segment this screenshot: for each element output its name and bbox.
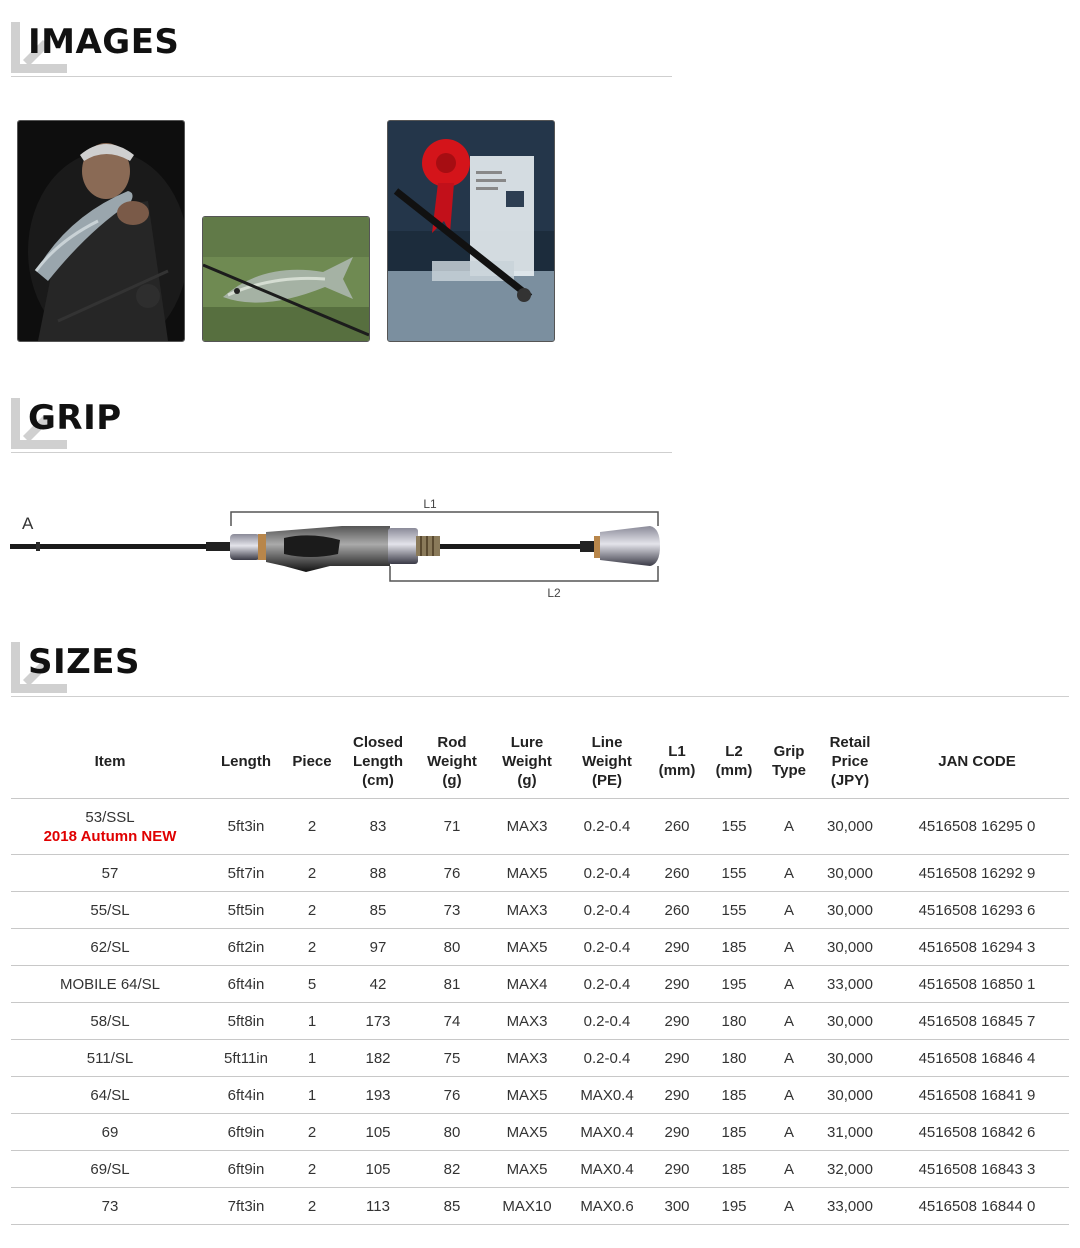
cell-l1: 260 <box>649 799 705 855</box>
cell-l1: 260 <box>649 855 705 892</box>
cell-piece: 2 <box>283 855 341 892</box>
l1-label: L1 <box>423 497 437 511</box>
cell-l1: 290 <box>649 966 705 1003</box>
cell-retail-price: 33,000 <box>815 966 885 1003</box>
cell-item: 64/SL <box>11 1077 209 1114</box>
cell-length: 5ft5in <box>209 892 283 929</box>
table-row <box>11 855 1069 892</box>
cell-grip-type: A <box>763 1151 815 1188</box>
cell-jan-code: 4516508 16843 3 <box>885 1151 1069 1188</box>
cell-grip-type: A <box>763 1040 815 1077</box>
grip-diagram <box>10 490 670 605</box>
cell-rod-weight: 81 <box>415 966 489 1003</box>
section-divider <box>11 452 672 453</box>
cell-jan-code: 4516508 16292 9 <box>885 855 1069 892</box>
cell-rod-weight: 76 <box>415 1077 489 1114</box>
cell-jan-code: 4516508 16294 3 <box>885 929 1069 966</box>
gallery-image-3[interactable] <box>387 120 555 342</box>
cell-rod-weight: 85 <box>415 1188 489 1225</box>
cell-l1: 290 <box>649 929 705 966</box>
cell-lure-weight: MAX5 <box>489 855 565 892</box>
cell-length: 5ft11in <box>209 1040 283 1077</box>
cell-line-weight: 0.2-0.4 <box>565 1003 649 1040</box>
table-row <box>11 1040 1069 1077</box>
table-row <box>11 799 1069 855</box>
cell-line-weight: 0.2-0.4 <box>565 966 649 1003</box>
cell-l2: 185 <box>705 1114 763 1151</box>
table-row <box>11 1077 1069 1114</box>
cell-piece: 1 <box>283 1077 341 1114</box>
cell-item: 511/SL <box>11 1040 209 1077</box>
cell-closed-length: 83 <box>341 799 415 855</box>
cell-piece: 5 <box>283 966 341 1003</box>
section-divider <box>11 76 672 77</box>
cell-item: 69 <box>11 1114 209 1151</box>
table-row <box>11 966 1069 1003</box>
cell-l1: 290 <box>649 1003 705 1040</box>
cell-item: 53/SSL 2018 Autumn NEW <box>11 799 209 855</box>
gallery-image-1[interactable] <box>17 120 185 342</box>
cell-rod-weight: 76 <box>415 855 489 892</box>
cell-jan-code: 4516508 16844 0 <box>885 1188 1069 1225</box>
cell-l2: 155 <box>705 892 763 929</box>
cell-lure-weight: MAX4 <box>489 966 565 1003</box>
cell-jan-code: 4516508 16845 7 <box>885 1003 1069 1040</box>
cell-lure-weight: MAX3 <box>489 892 565 929</box>
cell-rod-weight: 75 <box>415 1040 489 1077</box>
sizes-table-body <box>11 799 1069 1225</box>
cell-line-weight: MAX0.4 <box>565 1077 649 1114</box>
cell-length: 6ft9in <box>209 1151 283 1188</box>
cell-grip-type: A <box>763 1003 815 1040</box>
cell-closed-length: 193 <box>341 1077 415 1114</box>
cell-line-weight: 0.2-0.4 <box>565 892 649 929</box>
header-grip-type: Grip Type <box>763 724 815 799</box>
cell-lure-weight: MAX3 <box>489 1003 565 1040</box>
cell-retail-price: 30,000 <box>815 799 885 855</box>
cell-rod-weight: 71 <box>415 799 489 855</box>
cell-l1: 290 <box>649 1151 705 1188</box>
fish-and-rod-photo <box>203 217 369 341</box>
cell-item: 58/SL <box>11 1003 209 1040</box>
cell-l1: 300 <box>649 1188 705 1225</box>
cell-retail-price: 30,000 <box>815 1077 885 1114</box>
new-badge: 2018 Autumn NEW <box>43 827 177 845</box>
cell-item: 62/SL <box>11 929 209 966</box>
cell-lure-weight: MAX5 <box>489 1151 565 1188</box>
cell-line-weight: 0.2-0.4 <box>565 799 649 855</box>
cell-grip-type: A <box>763 1188 815 1225</box>
table-row <box>11 1151 1069 1188</box>
cell-line-weight: MAX0.4 <box>565 1151 649 1188</box>
cell-jan-code: 4516508 16841 9 <box>885 1077 1069 1114</box>
cell-piece: 2 <box>283 892 341 929</box>
cell-grip-type: A <box>763 892 815 929</box>
cell-rod-weight: 80 <box>415 929 489 966</box>
header-jan-code: JAN CODE <box>885 724 1069 799</box>
header-rod-weight: Rod Weight (g) <box>415 724 489 799</box>
cell-line-weight: 0.2-0.4 <box>565 1040 649 1077</box>
table-row <box>11 892 1069 929</box>
cell-rod-weight: 80 <box>415 1114 489 1151</box>
cell-piece: 2 <box>283 1114 341 1151</box>
cell-closed-length: 105 <box>341 1151 415 1188</box>
header-line-weight: Line Weight (PE) <box>565 724 649 799</box>
cell-l2: 185 <box>705 929 763 966</box>
cell-grip-type: A <box>763 1114 815 1151</box>
cell-item: 73 <box>11 1188 209 1225</box>
cell-item: MOBILE 64/SL <box>11 966 209 1003</box>
cell-l2: 185 <box>705 1151 763 1188</box>
cell-retail-price: 30,000 <box>815 892 885 929</box>
cell-l2: 180 <box>705 1003 763 1040</box>
header-l1: L1 (mm) <box>649 724 705 799</box>
cell-grip-type: A <box>763 1077 815 1114</box>
cell-retail-price: 32,000 <box>815 1151 885 1188</box>
section-title-images: IMAGES <box>28 22 180 62</box>
cell-item: 57 <box>11 855 209 892</box>
cell-retail-price: 31,000 <box>815 1114 885 1151</box>
cell-grip-type: A <box>763 966 815 1003</box>
table-row <box>11 1003 1069 1040</box>
cell-l2: 155 <box>705 799 763 855</box>
cell-l2: 185 <box>705 1077 763 1114</box>
grip-type-label: A <box>22 514 34 533</box>
cell-retail-price: 33,000 <box>815 1188 885 1225</box>
cell-piece: 2 <box>283 799 341 855</box>
cell-lure-weight: MAX3 <box>489 1040 565 1077</box>
cell-length: 5ft3in <box>209 799 283 855</box>
cell-rod-weight: 82 <box>415 1151 489 1188</box>
cell-item: 55/SL <box>11 892 209 929</box>
cell-closed-length: 173 <box>341 1003 415 1040</box>
cell-length: 5ft7in <box>209 855 283 892</box>
cell-retail-price: 30,000 <box>815 1040 885 1077</box>
cell-l1: 290 <box>649 1114 705 1151</box>
cell-length: 6ft2in <box>209 929 283 966</box>
table-row <box>11 1114 1069 1151</box>
cell-length: 7ft3in <box>209 1188 283 1225</box>
cell-rod-weight: 73 <box>415 892 489 929</box>
cell-closed-length: 113 <box>341 1188 415 1225</box>
cell-line-weight: MAX0.4 <box>565 1114 649 1151</box>
cell-closed-length: 85 <box>341 892 415 929</box>
header-lure-weight: Lure Weight (g) <box>489 724 565 799</box>
cell-l2: 195 <box>705 966 763 1003</box>
cell-lure-weight: MAX5 <box>489 929 565 966</box>
cell-grip-type: A <box>763 929 815 966</box>
cell-jan-code: 4516508 16842 6 <box>885 1114 1069 1151</box>
cell-piece: 1 <box>283 1003 341 1040</box>
cell-retail-price: 30,000 <box>815 1003 885 1040</box>
section-title-grip: GRIP <box>28 398 122 438</box>
header-item: Item <box>11 724 209 799</box>
l2-label: L2 <box>547 586 561 600</box>
header-piece: Piece <box>283 724 341 799</box>
cell-l2: 155 <box>705 855 763 892</box>
cell-jan-code: 4516508 16850 1 <box>885 966 1069 1003</box>
cell-l1: 290 <box>649 1040 705 1077</box>
cell-jan-code: 4516508 16293 6 <box>885 892 1069 929</box>
header-length: Length <box>209 724 283 799</box>
cell-item: 69/SL <box>11 1151 209 1188</box>
table-row <box>11 1188 1069 1225</box>
cell-piece: 2 <box>283 1188 341 1225</box>
table-row <box>11 929 1069 966</box>
cell-length: 5ft8in <box>209 1003 283 1040</box>
cell-piece: 2 <box>283 929 341 966</box>
cell-grip-type: A <box>763 855 815 892</box>
cell-length: 6ft9in <box>209 1114 283 1151</box>
cell-retail-price: 30,000 <box>815 855 885 892</box>
header-l2: L2 (mm) <box>705 724 763 799</box>
cell-lure-weight: MAX3 <box>489 799 565 855</box>
cell-line-weight: 0.2-0.4 <box>565 855 649 892</box>
cell-line-weight: 0.2-0.4 <box>565 929 649 966</box>
cell-length: 6ft4in <box>209 966 283 1003</box>
cell-line-weight: MAX0.6 <box>565 1188 649 1225</box>
cell-l1: 260 <box>649 892 705 929</box>
cell-l2: 195 <box>705 1188 763 1225</box>
award-display-photo <box>388 121 554 341</box>
cell-lure-weight: MAX10 <box>489 1188 565 1225</box>
gallery-image-2[interactable] <box>202 216 370 342</box>
cell-closed-length: 88 <box>341 855 415 892</box>
cell-piece: 1 <box>283 1040 341 1077</box>
cell-closed-length: 97 <box>341 929 415 966</box>
cell-retail-price: 30,000 <box>815 929 885 966</box>
cell-closed-length: 105 <box>341 1114 415 1151</box>
section-divider <box>11 696 1069 697</box>
cell-lure-weight: MAX5 <box>489 1077 565 1114</box>
section-title-sizes: SIZES <box>28 642 141 682</box>
cell-length: 6ft4in <box>209 1077 283 1114</box>
cell-grip-type: A <box>763 799 815 855</box>
table-header-row <box>11 724 1069 799</box>
header-closed-length: Closed Length (cm) <box>341 724 415 799</box>
cell-jan-code: 4516508 16295 0 <box>885 799 1069 855</box>
cell-jan-code: 4516508 16846 4 <box>885 1040 1069 1077</box>
cell-piece: 2 <box>283 1151 341 1188</box>
angler-holding-fish-photo <box>18 121 184 341</box>
header-retail-price: Retail Price (JPY) <box>815 724 885 799</box>
cell-closed-length: 182 <box>341 1040 415 1077</box>
cell-lure-weight: MAX5 <box>489 1114 565 1151</box>
sizes-table <box>11 724 1069 1225</box>
cell-rod-weight: 74 <box>415 1003 489 1040</box>
cell-closed-length: 42 <box>341 966 415 1003</box>
cell-l1: 290 <box>649 1077 705 1114</box>
cell-l2: 180 <box>705 1040 763 1077</box>
